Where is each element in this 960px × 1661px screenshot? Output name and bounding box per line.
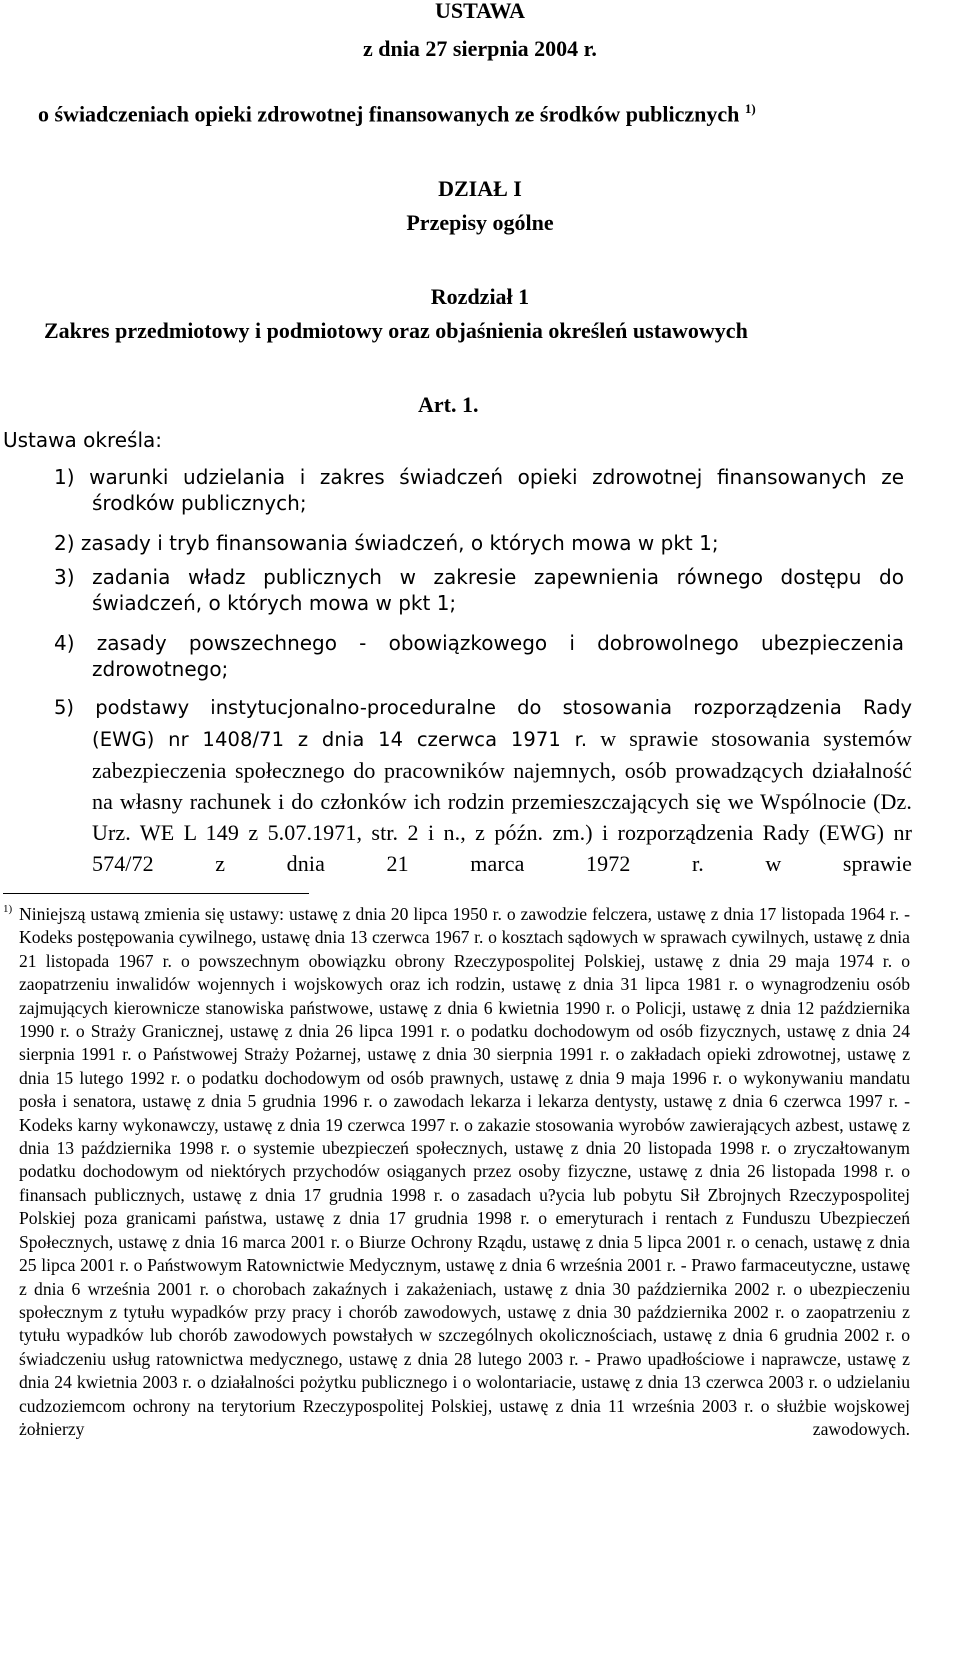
document-title: USTAWA: [434, 0, 526, 23]
item-number: 2): [54, 531, 75, 555]
footnote-mark: 1): [3, 903, 13, 915]
footnote: [3, 903, 910, 1441]
item-number: 1): [54, 465, 75, 489]
footnote-reference: 1): [744, 101, 756, 116]
item-text: zasady i tryb finansowania świadczeń, o których mowa w pkt 1;: [80, 531, 719, 555]
division-label: DZIAŁ I: [438, 176, 522, 201]
item-text-part-b: (EWG) nr 1408/71 z dnia 14 czerwca 1971 r.: [92, 728, 588, 751]
item-text: warunki udzielania i zakres świadczeń opieki zdrowotnej finansowanych ze środków publicznych;: [89, 465, 904, 515]
item-number: 5): [54, 696, 75, 719]
document-date: z dnia 27 sierpnia 2004 r.: [363, 36, 597, 61]
article-item-4: [54, 630, 904, 682]
subject-text: o świadczeniach opieki zdrowotnej finansowanych ze środków publicznych: [38, 101, 740, 127]
division-title: Przepisy ogólne: [406, 210, 554, 235]
chapter-title: Zakres przedmiotowy i podmiotowy oraz objaśnienia określeń ustawowych: [44, 318, 748, 343]
article-item-3: [54, 564, 904, 616]
footnote-separator: [3, 893, 309, 894]
article-item-1: [54, 464, 904, 516]
article-item-5: [54, 692, 912, 879]
item-text-part-a: podstawy instytucjonalno-proceduralne do stosowania rozporządzenia Rady: [95, 696, 912, 719]
article-intro: Ustawa określa:: [3, 428, 163, 452]
item-text-part-c: w sprawie stosowania systemów zabezpieczenia społecznego do pracowników najemnych, osób prowadzących działalność na własny rachunek i do członków ich rodzin przemieszczających się we Wspólnocie (Dz. Urz. WE L 149 z 5.07.1971, str. 2 i n., z późn. zm.) i rozporządzenia Rady (EWG) nr 574/72 z dnia 21 marca 1972 r. w sprawie: [92, 726, 912, 876]
item-text: zasady powszechnego - obowiązkowego i dobrowolnego ubezpieczenia zdrowotnego;: [92, 631, 904, 681]
item-text: zadania władz publicznych w zakresie zapewnienia równego dostępu do świadczeń, o których mowa w pkt 1;: [92, 565, 904, 615]
footnote-text: Niniejszą ustawą zmienia się ustawy: ustawę z dnia 20 lipca 1950 r. o zawodzie felczera, ustawę z dnia 17 listopada 1964 r. - Kodeks postępowania cywilnego, ustawę dnia 13 czerwca 1967 r. o kosztach sądowych w sprawach cywilnych, ustawę z dnia 21 listopada 1967 r. o powszechnym obowiązku obrony Rzeczypospolitej Polskiej, ustawę z dnia 29 maja 1974 r. o zaopatrzeniu inwalidów wojennych i wojskowych oraz ich rodzin, ustawę z dnia 31 lipca 1981 r. o wynagrodzeniu osób zajmujących kierownicze stanowiska państwowe, ustawę z dnia 6 kwietnia 1990 r. o Policji, ustawę z dnia 12 października 1990 r. o Straży Granicznej, ustawę z dnia 26 lipca 1991 r. o podatku dochodowym od osób fizycznych, ustawę z dnia 24 sierpnia 1991 r. o Państwowej Straży Pożarnej, ustawę z dnia 30 sierpnia 1991 r. o zakładach opieki zdrowotnej, ustawę z dnia 15 lutego 1992 r. o podatku dochodowym od osób prawnych, ustawę z dnia 9 maja 1996 r. o wykonywaniu mandatu posła i senatora, ustawę z dnia 5 grudnia 1996 r. o zawodach lekarza i lekarza dentysty, ustawę z dnia 6 czerwca 1997 r. - Kodeks karny wykonawczy, ustawę z dnia 19 czerwca 1997 r. o zakazie stosowania wyrobów zawierających azbest, ustawę z dnia 13 października 1998 r. o systemie ubezpieczeń społecznych, ustawę z dnia 20 listopada 1998 r. o zryczałtowanym podatku dochodowym od niektórych przychodów osiąganych przez osoby fizyczne, ustawę z dnia 26 listopada 1998 r. o finansach publicznych, ustawę z dnia 17 grudnia 1998 r. o zasadach u?ycia lub pobytu Sił Zbrojnych Rzeczypospolitej Polskiej poza granicami państwa, ustawę z dnia 17 grudnia 1998 r. o emeryturach i rentach z Funduszu Ubezpieczeń Społecznych, ustawę z dnia 16 marca 2001 r. o Biurze Ochrony Rządu, ustawę z dnia 5 lipca 2001 r. o cenach, ustawę z dnia 25 lipca 2001 r. o Państwowym Ratownictwie Medycznym, ustawę z dnia 6 września 2001 r. - Prawo farmaceutyczne, ustawę z dnia 6 września 2001 r. o chorobach zakaźnych i zakażeniach, ustawę z dnia 30 października 2002 r. o ubezpieczeniu społecznym z tytułu wypadków przy pracy i chorób zawodowych, ustawę z dnia 30 października 2002 r. o zaopatrzeniu z tytułu wypadków lub chorób zawodowych powstałych w szczególnych okolicznościach, ustawę z dnia 6 grudnia 2002 r. o świadczeniu usług ratownictwa medycznego, ustawę z dnia 28 lutego 2003 r. - Prawo upadłościowe i naprawcze, ustawę z dnia 24 kwietnia 2003 r. o działalności pożytku publicznego i o wolontariacie, ustawę z dnia 13 czerwca 2003 r. o udzielaniu cudzoziemcom ochrony na terytorium Rzeczypospolitej Polskiej, ustawę z dnia 11 września 2003 r. o służbie wojskowej żołnierzy zawodowych.: [19, 904, 910, 1439]
item-number: 3): [54, 565, 75, 589]
article-item-2: [54, 530, 904, 556]
item-number: 4): [54, 631, 75, 655]
chapter-label: Rozdział 1: [430, 284, 530, 309]
article-label: Art. 1.: [418, 392, 479, 417]
document-subject: [0, 101, 960, 127]
